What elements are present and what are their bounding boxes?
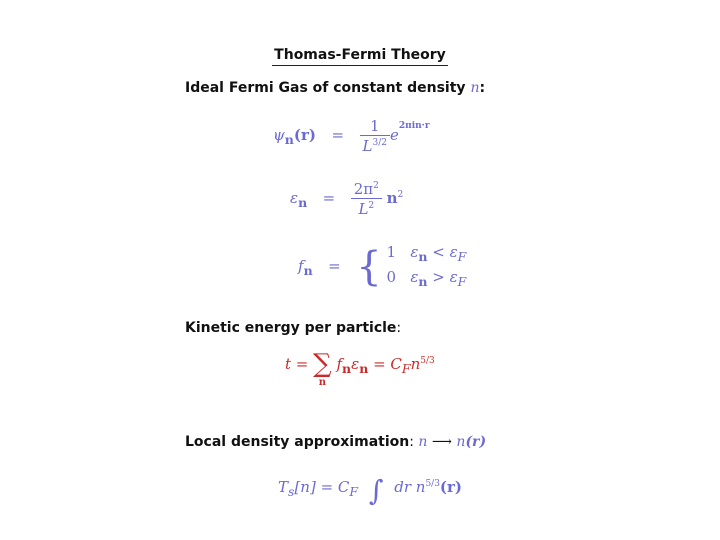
equation-energy-levels: $\varepsilon_n$ = $\frac{2\pi^2}{L^2}$ $n^2$ [290, 180, 404, 218]
fraction: $\frac{2\pi^2}{L^2}$ [351, 180, 382, 218]
equation-thomas-fermi-functional: $T_s[n] = C_F$ ∫ dr $n^{5/3}(r)$ [278, 474, 463, 507]
integral-sign: ∫ [368, 474, 384, 507]
equation-kinetic-energy: t = ∑ n $f_n\varepsilon_n = C_Fn^{5/3}$ [285, 349, 435, 388]
section-heading-fermi-gas: Ideal Fermi Gas of constant density n: [185, 80, 486, 96]
equation-wavefunction: $\psi_n(r)$ = $\frac{1}{L^{3/2}}$ $e^{2\pi in\cdot r}$ [273, 117, 430, 155]
fraction: $\frac{1}{L^{3/2}}$ [360, 117, 390, 155]
page-title [0, 44, 720, 66]
cases: 1 $\varepsilon_n < \varepsilon_F$ 0 $\varepsilon_n > \varepsilon_F$ [386, 243, 467, 289]
summation: ∑ n [313, 349, 332, 388]
section-heading-kinetic-energy: Kinetic energy per particle: [185, 320, 402, 336]
title-text: Thomas-Fermi Theory [272, 47, 448, 66]
equation-occupation: $f_n$ = { 1 $\varepsilon_n < \varepsilon_F$ 0 $\varepsilon_n > \varepsilon_F$ [298, 243, 467, 290]
section-heading-lda: Local density approximation: n ⟶ n(r) [185, 434, 487, 450]
left-brace: { [356, 244, 382, 290]
